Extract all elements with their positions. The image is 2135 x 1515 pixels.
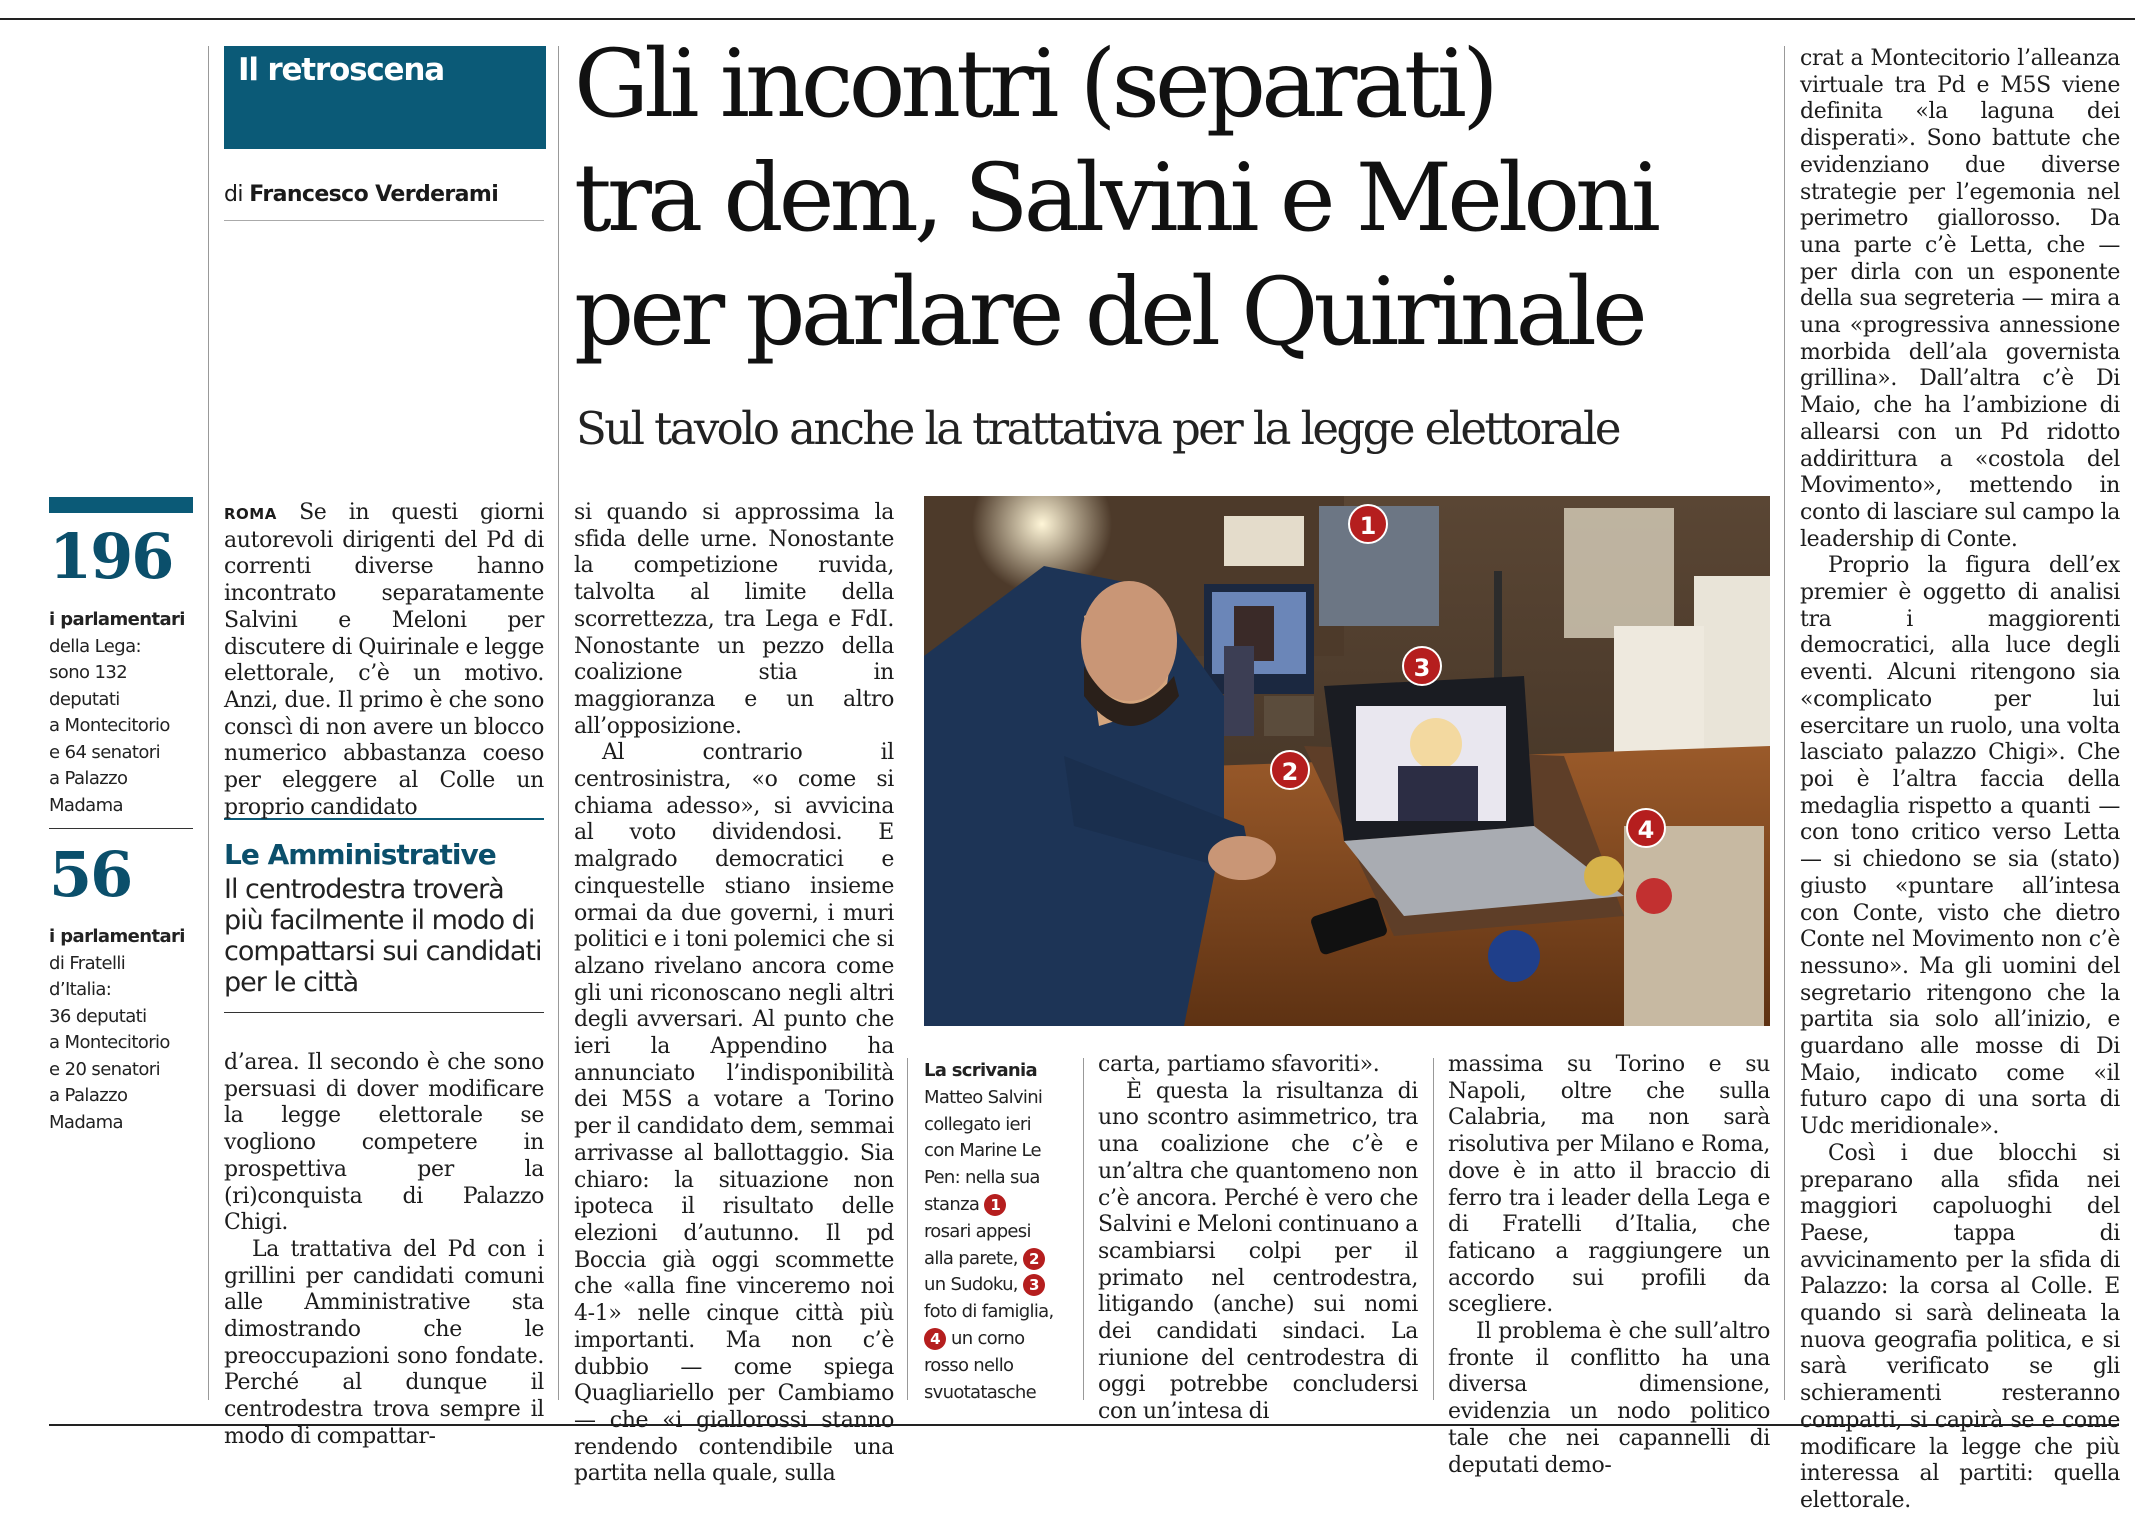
stat-line: e 64 senatori [49, 741, 160, 763]
col-rule-4 [907, 1058, 908, 1400]
article-col-3 [1098, 1052, 1418, 1426]
stat-line: deputati [49, 688, 120, 710]
byline [224, 182, 498, 207]
kicker: Il retroscena [238, 52, 444, 88]
article-col-5 [1800, 46, 2120, 1515]
marker-label: 3 [1413, 654, 1431, 682]
byline-prefix: di [224, 182, 243, 207]
article-paragraph: Al contrario il centrosinistra, «o come si chiama adesso», si avvicina al voto dividendosi. E malgrado democratici e cinquestelle stiano insieme ormai da due governi, i muri politici e i toni polemici che si alzano rivelano ancora come gli uni riconoscano negli altri degli avversari. Al punto che ieri la Appendino ha annunciato l’indisponibilità dei M5S a votare a Torino per il candidato dem, semmai arrivasse al ballottaggio. Sia chiaro: la situazione non ipoteca il risultato delle elezioni d’autunno. Il pd Boccia già oggi scommette che «alla fine vinceremo noi 4-1» nelle cinque città più importanti. Ma non c’è dubbio — come spiega Quagliariello per Cambiamo — che «i giallorossi stanno rendendo contendibile una partita nella quale, sulla [574, 740, 894, 1487]
stat-line: a Palazzo [49, 1085, 128, 1106]
stat-text-fdi [49, 924, 199, 1136]
stat-label: i parlamentari [49, 609, 185, 630]
caption-line: rosari appesi [924, 1220, 1031, 1242]
caption-marker-2: 2 [1023, 1248, 1045, 1270]
box-rule-bottom [224, 1012, 544, 1013]
article-col-2 [574, 500, 894, 1488]
dateline: ROMA [224, 505, 277, 523]
stat-line: di Fratelli [49, 952, 126, 974]
article-paragraph: La trattativa del Pd con i grillini per candidati comuni alle Amministrative sta dimostrando che le preoccupazioni sono fondate. Perché al dunque il centrodestra trova sempre il modo di compattar- [224, 1236, 544, 1449]
article-paragraph: si quando si approssima la sfida delle urne. Nonostante la competizione ruvida, talvolta al limite della scorrettezza, tra Lega e FdI. Nonostante un pezzo della coalizione stia in maggioranza e un altro all’opposizione. [574, 500, 894, 739]
photo-salvini-desk [924, 496, 1770, 1026]
col-rule-5 [1083, 1058, 1084, 1400]
stat-label: i parlamentari [49, 926, 185, 947]
photo-marker-3 [1402, 646, 1442, 686]
caption-line: Pen: nella sua [924, 1167, 1040, 1189]
subheadline: Sul tavolo anche la trattativa per la legge elettorale [576, 402, 1619, 455]
caption-marker-4: 4 [924, 1328, 946, 1350]
caption-line: rosso nello [924, 1354, 1014, 1376]
caption-line: svuotatasche [924, 1381, 1036, 1403]
stat-number-lega: 196 [49, 520, 173, 593]
photo-marker-4 [1626, 808, 1666, 848]
article-paragraph: d’area. Il secondo è che sono persuasi di dover modificare la legge elettorale se vogliono competere in prospettiva per la (ri)conquista di Palazzo Chigi. [224, 1050, 544, 1236]
caption-title: La scrivania [924, 1060, 1037, 1081]
article-col-4 [1448, 1052, 1770, 1479]
col-rule-6 [1433, 1058, 1434, 1400]
photo-caption [924, 1058, 1064, 1406]
headline-line-2: tra dem, Salvini e Meloni [574, 144, 1657, 253]
article-paragraph: Il problema è che sull’altro fronte il conflitto ha una diversa dimensione, evidenzia un nodo politico tale che nei capannelli di deputati demo- [1448, 1319, 1770, 1478]
stat-line: a Montecitorio [49, 715, 170, 736]
stat-line: Madama [49, 794, 123, 816]
stat-line: a Montecitorio [49, 1032, 170, 1053]
article-paragraph: carta, partiamo sfavoriti». [1098, 1052, 1380, 1077]
article-paragraph: Se in questi giorni autorevoli dirigenti del Pd di correnti diverse hanno incontrato separatamente Salvini e Meloni per discutere di Quirinale e legge elettorale, c’è un motivo. Anzi, due. Il primo è che sono conscì di non avere un blocco numerico abbastanza coeso per eleggere al Colle un proprio candidato [224, 500, 544, 820]
caption-line: collegato ieri [924, 1113, 1031, 1135]
stat-number-fdi: 56 [49, 838, 132, 911]
stat-accent-bar [49, 497, 193, 513]
marker-label: 4 [1637, 816, 1655, 844]
stat-line: della Lega: [49, 635, 141, 657]
caption-line: alla parete, [924, 1247, 1018, 1269]
photo-marker-1 [1348, 504, 1388, 544]
caption-line: foto di famiglia, [924, 1301, 1054, 1323]
stat-line: a Palazzo [49, 768, 128, 789]
stat-line: 36 deputati [49, 1005, 147, 1027]
stat-line: sono 132 [49, 662, 128, 683]
caption-line: con Marine Le [924, 1140, 1041, 1162]
stat-line: d’Italia: [49, 979, 112, 1000]
article-paragraph: Proprio la figura dell’ex premier è oggetto di analisi tra i maggiorenti democratici, alla luce degli eventi. Alcuni ritengono sia «complicato per lui esercitare un ruolo, una volta lasciato palazzo Chigi». Che poi è l’altra faccia della medaglia rispetto a quanti — con tono critico verso Letta — si chiedono se sia (stato) giusto «puntare all’intesa con Conte, visto che dietro Conte nel Movimento non c’è nessuno». Ma gli uomini del segretario ritengono che la partita sia solo all’inizio, e guardano alle mosse di Di Maio, indicato come «il futuro capo di una sorta di Udc meridionale». [1800, 553, 2120, 1140]
stat-text-lega [49, 607, 199, 819]
byline-author: Francesco Verderami [249, 182, 499, 207]
col-rule-1 [208, 46, 209, 1400]
headline [574, 28, 1724, 370]
sidebar-box-body: Il centrodestra troverà più facilmente il modo di compattarsi sui candidati per le città [224, 874, 542, 998]
caption-line: un Sudoku, [924, 1274, 1018, 1296]
article-paragraph: È questa la risultanza di uno scontro asimmetrico, tra una coalizione che c’è e un’altra che quantomeno non c’è ancora. Perché è vero che Salvini e Meloni continuano a scambiarsi colpi per il primato nel centrodestra, litigando (anche) sui nomi dei candidati sindaci. La riunione del centrodestra di oggi potrebbe concludersi con un’intesa di [1098, 1078, 1418, 1425]
caption-line: Matteo Salvini [924, 1086, 1043, 1108]
stat-line: Madama [49, 1111, 123, 1133]
col-rule-2 [558, 46, 559, 1400]
article-col-1-top [224, 500, 544, 821]
caption-marker-1: 1 [984, 1194, 1006, 1216]
caption-line: un corno [951, 1327, 1025, 1349]
stat-divider [49, 828, 193, 829]
caption-marker-3: 3 [1023, 1274, 1045, 1296]
stat-line: e 20 senatori [49, 1058, 160, 1080]
caption-line: stanza [924, 1193, 980, 1215]
photo-marker-2 [1270, 750, 1310, 790]
article-paragraph: massima su Torino e su Napoli, oltre che sulla Calabria, ma non sarà risolutiva per Milano e Roma, dove è in atto il braccio di ferro tra i leader della Lega e di Fratelli d’Italia, che faticano a raggiungere un accordo sui profili da scegliere. [1448, 1052, 1770, 1318]
col-rule-3 [1784, 46, 1785, 1400]
sidebar-box-title: Le Amministrative [224, 838, 496, 871]
marker-label: 1 [1359, 512, 1377, 540]
byline-rule [224, 220, 544, 221]
headline-line-3: per parlare del Quirinale [574, 258, 1643, 367]
article-col-1-bottom [224, 1050, 544, 1451]
marker-label: 2 [1281, 758, 1299, 786]
article-paragraph: Così i due blocchi si preparano alla sfida nei maggiori capoluoghi del Paese, tappa di avvicinamento per la sfida di Palazzo: la corsa al Colle. E quando si sarà delineata la nuova geografia politica, e si sarà verificato se gli schieramenti resteranno compatti, si capirà se e come modificare la legge che più interessa al partiti: quella elettorale. [1800, 1140, 2120, 1513]
top-rule [0, 18, 2135, 20]
article-paragraph: crat a Montecitorio l’alleanza virtuale tra Pd e M5S viene definita «la laguna dei disperati». Sono battute che evidenziano due diverse strategie per l’egemonia nel perimetro giallorosso. Da una parte c’è Letta, che — per dirla con un esponente della sua segreteria — mira a una «progressiva annessione morbida dell’ala governista grillina». Dall’altra c’è Di Maio, che ha l’ambizione di allearsi con un Pd ridotto addirittura a «costola del Movimento», mettendo in conto di lasciare sul campo la leadership di Conte. [1800, 46, 2120, 552]
kicker-box [224, 46, 546, 149]
headline-line-1: Gli incontri (separati) [574, 30, 1494, 139]
